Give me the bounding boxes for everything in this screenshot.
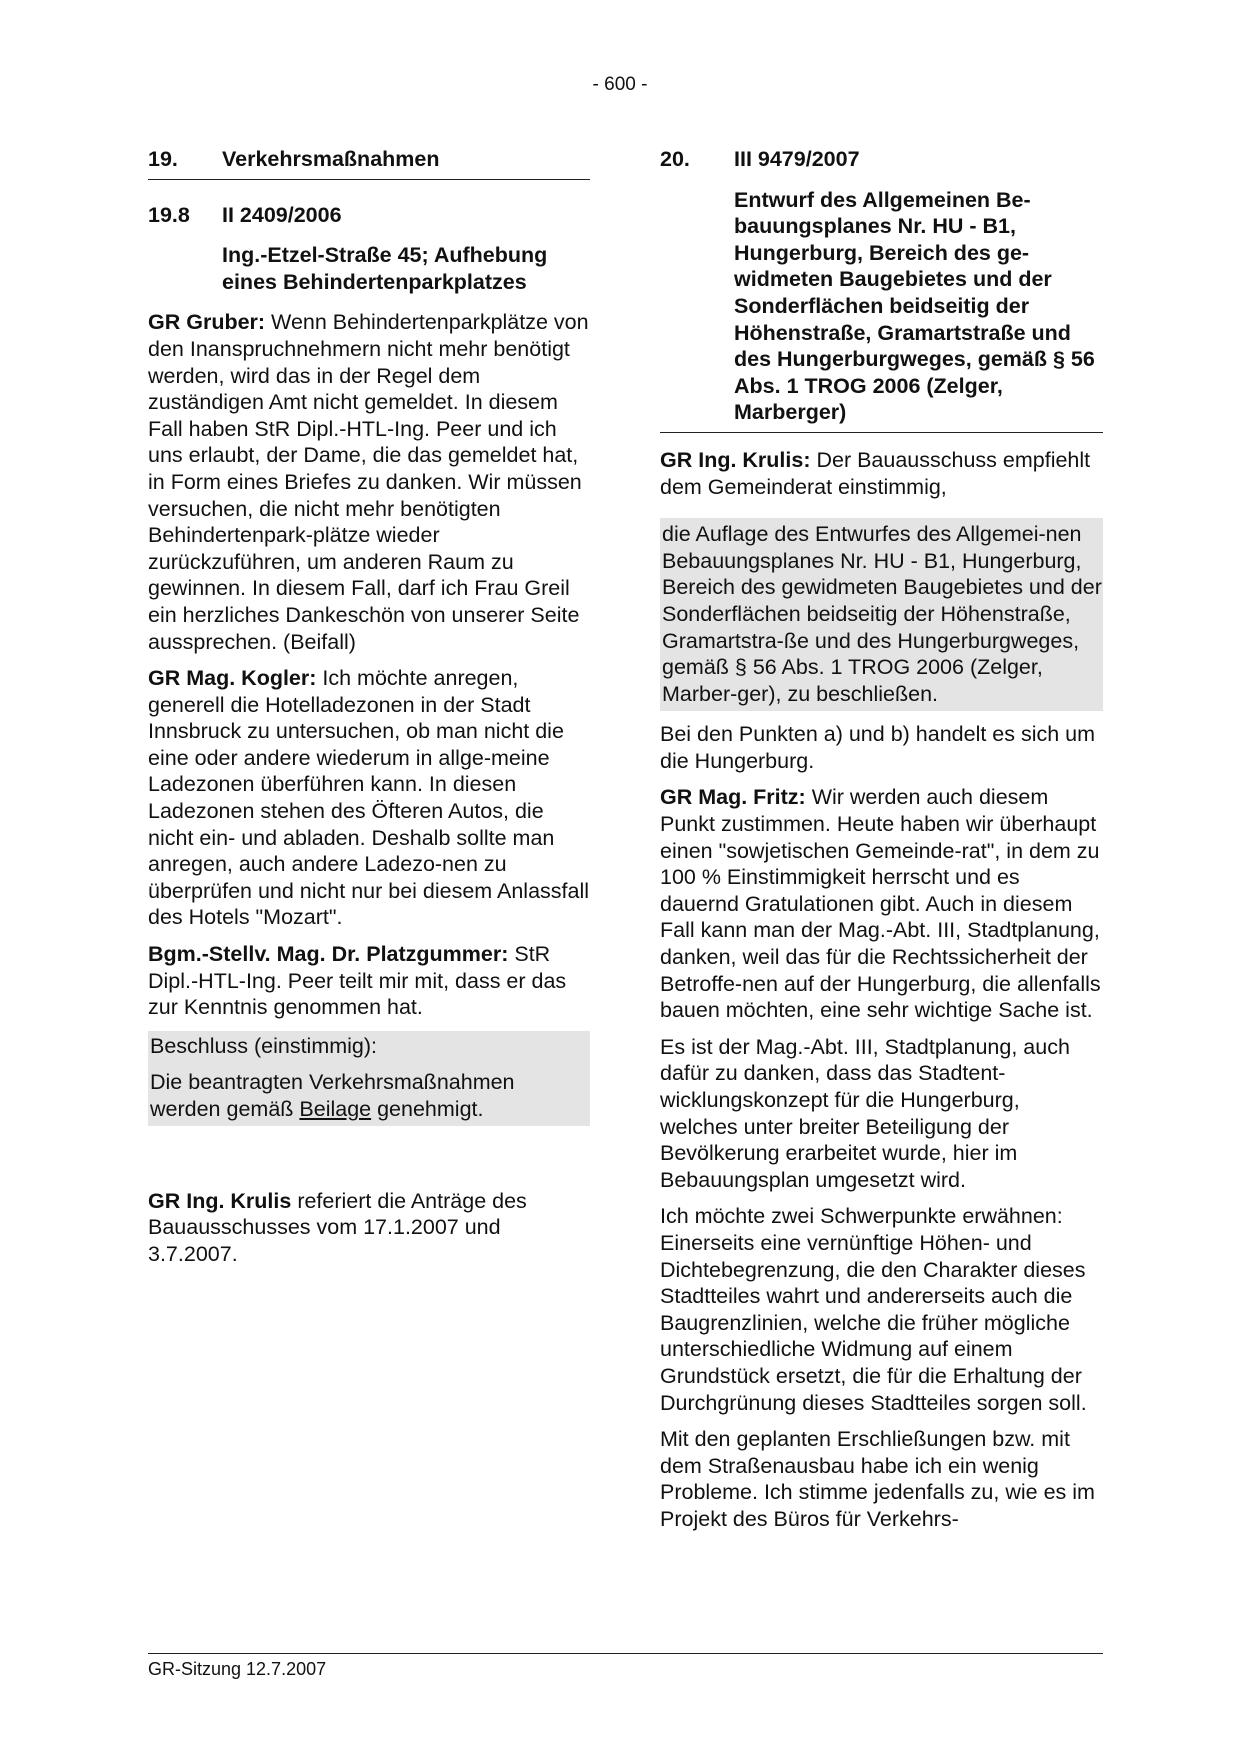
right-column bbox=[660, 146, 1103, 1533]
speaker-name: GR Mag. Fritz: bbox=[660, 785, 806, 810]
item-subject: Entwurf des Allgemeinen Be-bauungsplanes Nr. HU - B1, Hungerburg, Bereich des ge-widmeten Baugebietes und der Sonderflächen beidseitig der Höhenstraße, Gramartstraße und des Hungerburgweges, gemäß § 56 Abs. 1 TROG 2006 (Zelger, Marberger) bbox=[660, 187, 1103, 433]
resolution-text-after: genehmigt. bbox=[371, 1097, 484, 1121]
item-number: 19.8 bbox=[148, 202, 190, 227]
paragraph: Ich möchte zwei Schwerpunkte erwähnen: Einerseits eine vernünftige Höhen- und Dichtebegrenzung, die den Charakter dieses Stadtteiles wahrt und andererseits auch die Baugrenzlinien, welche die früher mögliche unterschiedliche Widmung auf einem Grundstück ersetzt, die für die Erhaltung der Durchgrünung dieses Stadtteiles sorgen soll. bbox=[660, 1204, 1087, 1415]
statement-text: StR Dipl.-HTL-Ing. Peer teilt mir mit, dass er das zur Kenntnis genommen hat. bbox=[148, 942, 567, 1020]
speaker-name: GR Gruber: bbox=[148, 310, 266, 335]
statement-text: Der Bauausschuss empfiehlt dem Gemeinderat einstimmig, bbox=[660, 447, 1091, 499]
speaker-name: GR Mag. Kogler: bbox=[148, 666, 317, 691]
resolution-box bbox=[148, 1031, 590, 1126]
resolution-label: Beschluss (einstimmig): bbox=[150, 1033, 377, 1058]
krulis-report bbox=[148, 1188, 590, 1268]
statement-fritz bbox=[660, 784, 1103, 1023]
paragraph: Mit den geplanten Erschließungen bzw. mit dem Straßenausbau habe ich ein wenig Probleme. Ich stimme jedenfalls zu, wie es im Projekt des Büros für Verkehrs- bbox=[660, 1427, 1095, 1531]
item-reference: II 2409/2006 bbox=[222, 202, 342, 227]
speaker-name: GR Ing. Krulis: bbox=[660, 447, 811, 472]
item-reference: III 9479/2007 bbox=[734, 147, 860, 171]
resolution-text-before: Die beantragten Verkehrsmaßnahmen werden gemäß bbox=[150, 1070, 515, 1121]
footer-session: GR-Sitzung 12.7.2007 bbox=[148, 1659, 327, 1679]
left-column bbox=[148, 146, 590, 1267]
speaker-name: Bgm.-Stellv. Mag. Dr. Platzgummer: bbox=[148, 942, 509, 967]
resolution-text bbox=[150, 1069, 590, 1122]
beilage-link[interactable]: Beilage bbox=[299, 1097, 372, 1121]
statement-kogler bbox=[148, 665, 590, 931]
statement-krulis-intro bbox=[660, 447, 1103, 500]
note-paragraph: Bei den Punkten a) und b) handelt es sich um die Hungerburg. bbox=[660, 722, 1096, 773]
footer-divider bbox=[148, 1653, 1103, 1654]
motion-text: die Auflage des Entwurfes des Allgemei-nen Bebauungsplanes Nr. HU - B1, Hungerburg, Bereich des gewidmeten Baugebietes und der Sonderflächen beidseitig der Höhenstraße, Gramartstra-ße und des Hungerburgweges, gemäß § 56 Abs. 1 TROG 2006 (Zelger, Marber-ger), zu beschließen. bbox=[660, 518, 1103, 711]
section-heading bbox=[148, 146, 590, 180]
item-number: 20. bbox=[660, 147, 690, 171]
statement-platzgummer bbox=[148, 941, 590, 1021]
section-title: Verkehrsmaßnahmen bbox=[222, 147, 440, 171]
speaker-name: GR Ing. Krulis bbox=[148, 1188, 292, 1213]
item-heading-20 bbox=[660, 146, 1103, 173]
page-number: - 600 - bbox=[592, 74, 648, 95]
section-number: 19. bbox=[148, 147, 178, 171]
statement-text: Wenn Behindertenparkplätze von den Inanspruchnehmern nicht mehr benötigt werden, wird das in der Regel dem zuständigen Amt nicht gemeldet. In diesem Fall haben StR Dipl.-HTL-Ing. Peer und ich uns erlaubt, der Dame, die das gemeldet hat, in Form eines Briefes zu danken. Wir müssen versuchen, die nicht mehr benötigten Behindertenpark-plätze wieder zurückzuführen, um anderen Raum zu gewinnen. In diesem Fall, darf ich Frau Greil ein herzliches Dankeschön von unserer Seite aussprechen. (Beifall) bbox=[148, 310, 589, 654]
item-subject: Ing.-Etzel-Straße 45; Aufhebung eines Behindertenparkplatzes bbox=[222, 243, 548, 294]
statement-text: Wir werden auch diesem Punkt zustimmen. Heute haben wir überhaupt einen "sowjetischen Gemeinde-rat", in dem zu 100 % Einstimmigkeit herrscht und es dauernd Gratulationen gibt. Auch in diesem Fall kann man der Mag.-Abt. III, Stadtplanung, danken, weil das für die Rechtssicherheit der Betroffe-nen auf der Hungerburg, die allenfalls bauen möchten, eine sehr wichtige Sache ist. bbox=[660, 785, 1101, 1023]
statement-text: Ich möchte anregen, generell die Hotelladezonen in der Stadt Innsbruck zu untersuchen, ob man nicht die eine oder andere wiederum in allge-meine Ladezonen überführen kann. In diesen Ladezonen stehen des Öfteren Autos, die nicht ein- und abladen. Deshalb sollte man anregen, auch andere Ladezo-nen zu überprüfen und nicht nur bei diesem Anlassfall des Hotels "Mozart". bbox=[148, 666, 590, 930]
paragraph: Es ist der Mag.-Abt. III, Stadtplanung, auch dafür zu danken, dass das Stadtent-wicklungskonzept für die Hungerburg, welches unter breiter Beteiligung der Bevölkerung erarbeitet wurde, hier im Bebauungsplan umgesetzt wird. bbox=[660, 1034, 1070, 1192]
report-text: referiert die Anträge des Bauausschusses vom 17.1.2007 und 3.7.2007. bbox=[148, 1188, 527, 1266]
item-heading-19-8 bbox=[148, 202, 590, 229]
statement-gruber bbox=[148, 309, 590, 655]
